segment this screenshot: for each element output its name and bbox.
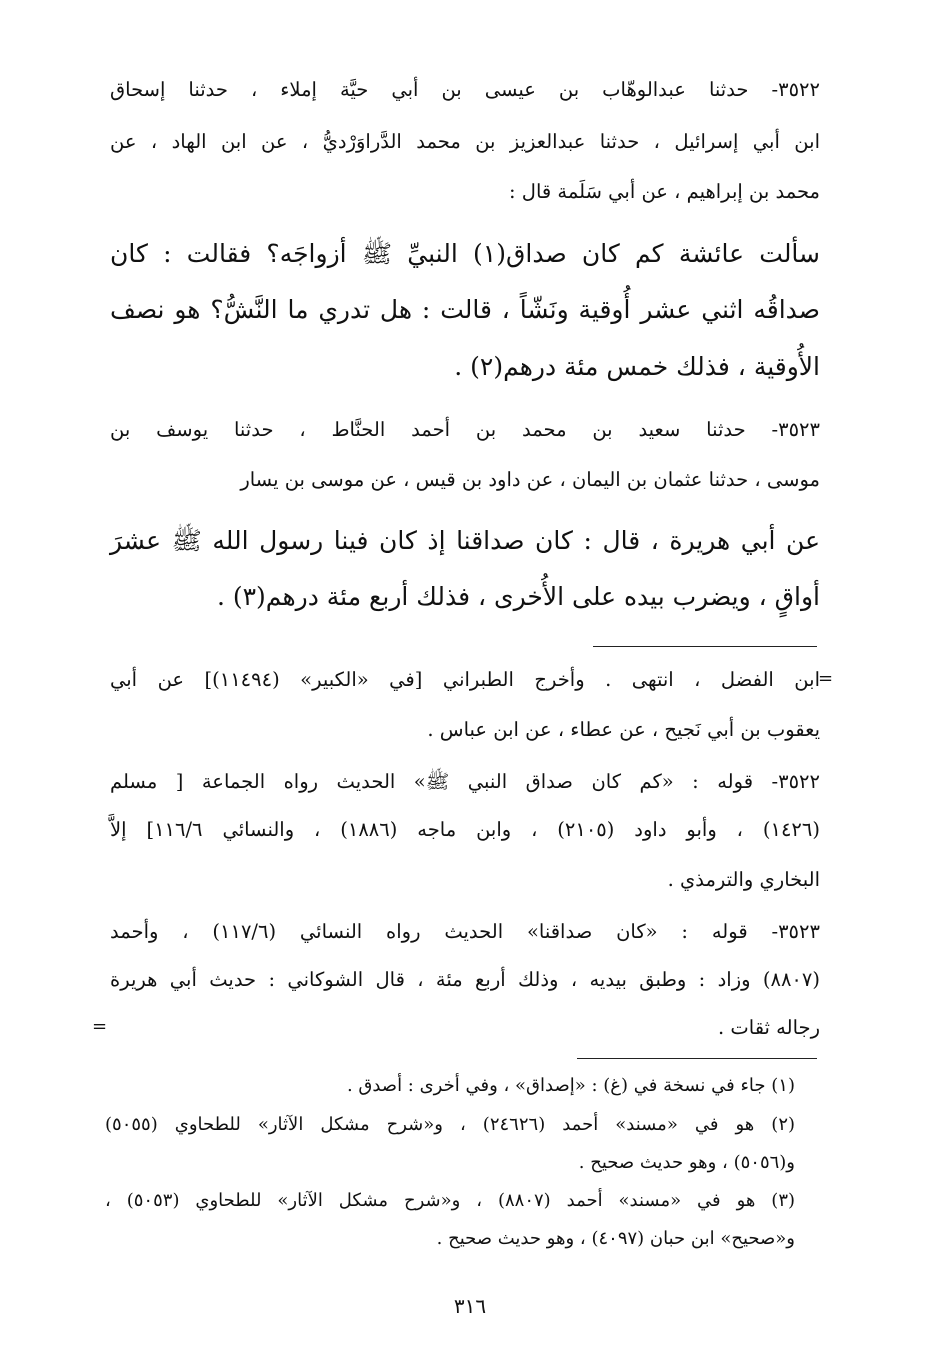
footnote-3-line-1: (٣) هو في «مسند» أحمد (٨٨٠٧) ، و«شرح مشكل الآثار» للطحاوي (٥٠٥٣) ،	[105, 1190, 796, 1211]
hadith-3522-isnad-line-2: ابن أبي إسرائيل ، حدثنا عبدالعزيز بن محمد الدَّراوَرْديُّ ، عن ابن الهاد ، عن	[110, 130, 820, 153]
commentary-para-3-line-2: (٨٨٠٧) وزاد : وطبق بيديه ، وذلك أربع مئة ، قال الشوكاني : حديث أبي هريرة	[110, 968, 820, 991]
hadith-3522-matn-line-2: صداقُه اثني عشر أُوقية ونَشّاً ، قالت : هل تدري ما النَّشُّ؟ هو نصف	[110, 295, 820, 324]
commentary-para-3-line-3: رجاله ثقات .	[718, 1016, 820, 1039]
footnotes-separator	[577, 1058, 817, 1059]
hadith-3523-isnad-line-2: موسى ، حدثنا عثمان بن اليمان ، عن داود بن قيس ، عن موسى بن يسار	[240, 468, 820, 491]
hadith-3523-matn-line-2: أواقٍ ، ويضرب بيده على الأُخرى ، فذلك أربع مئة درهم(٣) .	[216, 582, 820, 611]
commentary-para-2-line-1: ٣٥٢٢- قوله : «كم كان صداق النبي ﷺ» الحديث رواه الجماعة [ مسلم	[110, 770, 820, 793]
hadith-3523-isnad-line-1: ٣٥٢٣- حدثنا سعيد بن محمد بن أحمد الحنَّاط ، حدثنا يوسف بن	[110, 418, 820, 441]
hadith-3522-matn-line-1: سألت عائشة كم كان صداق(١) النبيِّ ﷺ أزواجَه؟ فقالت : كان	[110, 239, 820, 268]
continuation-marker: =	[818, 668, 834, 689]
commentary-separator	[593, 646, 817, 647]
hadith-3522-matn-line-3: الأُوقية ، فذلك خمس مئة درهم(٢) .	[454, 352, 820, 381]
commentary-para-1-line-1: ابن الفضل ، انتهى . وأخرج الطبراني [في «الكبير» (١١٤٩٤)] عن أبي	[110, 668, 820, 691]
hadith-3522-isnad-line-3: محمد بن إبراهيم ، عن أبي سَلَمة قال :	[509, 180, 820, 203]
commentary-para-1-line-2: يعقوب بن أبي نَجيح ، عن عطاء ، عن ابن عباس .	[427, 718, 820, 741]
end-marker: =	[92, 1016, 108, 1037]
footnote-3-line-2: و«صحيح» ابن حبان (٤٠٩٧) ، وهو حديث صحيح .	[436, 1228, 795, 1249]
footnote-1: (١) جاء في نسخة في (غ) : «إصداق» ، وفي أخرى : أصدق .	[346, 1075, 795, 1096]
footnote-2-line-1: (٢) هو في «مسند» أحمد (٢٤٦٢٦) ، و«شرح مشكل الآثار» للطحاوي (٥٠٥٥)	[105, 1114, 796, 1135]
commentary-para-2-line-2: (١٤٢٦) ، وأبو داود (٢١٠٥) ، وابن ماجه (١٨٨٦) ، والنسائي ١١٦/٦] إلاَّ	[110, 818, 820, 841]
commentary-para-2-line-3: البخاري والترمذي .	[667, 868, 820, 891]
footnote-2-line-2: و(٥٠٥٦) ، وهو حديث صحيح .	[578, 1152, 795, 1173]
hadith-3523-matn-line-1: عن أبي هريرة ، قال : كان صداقنا إذ كان فينا رسول الله ﷺ عشرَ	[110, 526, 820, 555]
page-number: ٣١٦	[453, 1294, 487, 1318]
commentary-para-3-line-1: ٣٥٢٣- قوله : «كان صداقنا» الحديث رواه النسائي (١١٧/٦) ، وأحمد	[110, 920, 820, 943]
hadith-3522-isnad-line-1: ٣٥٢٢- حدثنا عبدالوهّاب بن عيسى بن أبي حيَّة إملاء ، حدثنا إسحاق	[110, 78, 820, 101]
